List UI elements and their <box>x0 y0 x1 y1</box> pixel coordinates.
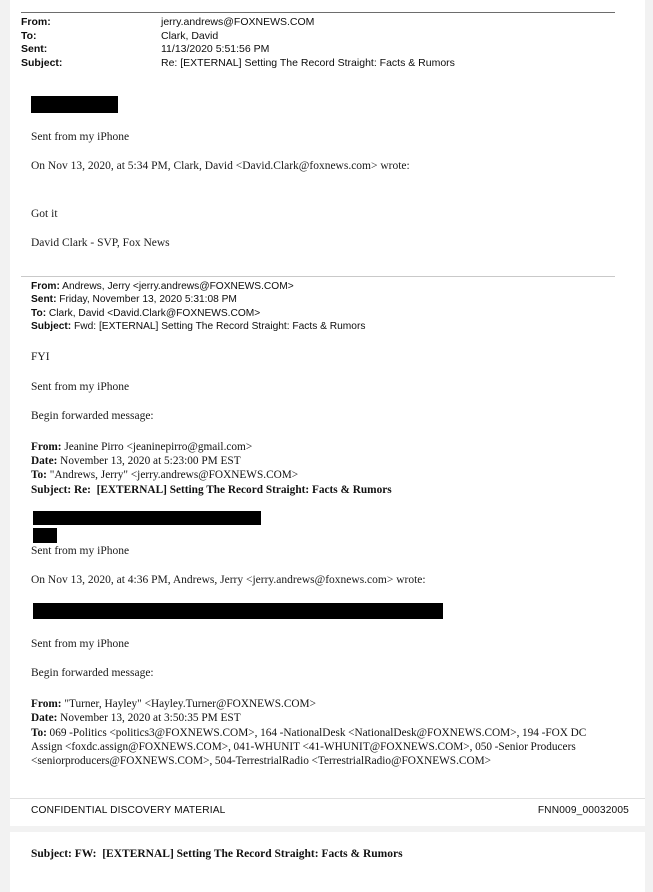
quoted3-label-date: Date: <box>31 712 58 725</box>
quoted-header-block-3 <box>31 697 316 725</box>
quoted-section-divider <box>21 276 615 277</box>
fyi-text: FYI <box>31 351 50 363</box>
quoted2-row-date <box>31 454 392 468</box>
page-footer <box>31 805 629 816</box>
quoted1-row-from <box>31 280 365 293</box>
quoted1-value-from: Andrews, Jerry <jerry.andrews@FOXNEWS.COM> <box>59 281 294 292</box>
email-header-table <box>21 16 455 70</box>
quoted3-label-from: From: <box>31 698 62 710</box>
quoted3-row-from <box>31 697 316 711</box>
quoted2-value-from: Jeanine Pirro <jeaninepirro@gmail.com> <box>61 441 253 453</box>
quoted1-label-subject: Subject: <box>31 321 72 333</box>
footer-divider-rule <box>10 798 645 799</box>
begin-forwarded-label-2: Begin forwarded message: <box>31 667 154 679</box>
quoted2-value-subject: Re: [EXTERNAL] Setting The Record Straight: Facts & Rumors <box>71 483 392 496</box>
quoted-header-block-2 <box>31 440 392 497</box>
signature-line-3: Sent from my iPhone <box>31 545 130 557</box>
header-row-from <box>21 16 455 30</box>
redaction-bar <box>33 603 443 619</box>
header-value-subject: Re: [EXTERNAL] Setting The Record Straight: Facts & Rumors <box>161 56 455 69</box>
next-page-subject-line: Subject: FW: [EXTERNAL] Setting The Record Straight: Facts & Rumors <box>31 848 403 860</box>
signature-line-4: Sent from my iPhone <box>31 638 130 650</box>
header-divider-rule <box>21 12 615 13</box>
quoted2-label-to: To: <box>31 469 47 482</box>
quoted3-value-date: November 13, 2020 at 3:50:35 PM EST <box>57 712 241 725</box>
redaction-bar <box>33 528 57 543</box>
quoted2-row-from <box>31 440 392 454</box>
header-value-from: jerry.andrews@FOXNEWS.COM <box>161 16 315 28</box>
quoted3-value-from: "Turner, Hayley" <Hayley.Turner@FOXNEWS.COM> <box>61 698 316 710</box>
redaction-bar <box>33 511 261 525</box>
header-row-sent <box>21 43 455 57</box>
quoted2-label-subject: Subject: <box>31 483 72 496</box>
header-label-subject: Subject: <box>21 56 63 69</box>
signature-block: David Clark - SVP, Fox News <box>31 237 170 249</box>
header-label-sent: Sent: <box>21 43 48 56</box>
signature-line-2: Sent from my iPhone <box>31 381 130 393</box>
quoted-intro-line: On Nov 13, 2020, at 5:34 PM, Clark, David <David.Clark@foxnews.com> wrote: <box>31 160 410 172</box>
header-value-sent: 11/13/2020 5:51:56 PM <box>161 43 270 56</box>
quoted1-row-subject <box>31 320 365 333</box>
redaction-bar <box>31 96 118 113</box>
quoted3-label-to: To: <box>31 727 47 739</box>
header-label-from: From: <box>21 16 51 28</box>
quoted1-label-to: To: <box>31 307 47 319</box>
quoted2-row-to <box>31 468 392 482</box>
quoted1-value-to: Clark, David <David.Clark@FOXNEWS.COM> <box>46 307 261 319</box>
quoted2-value-to: "Andrews, Jerry" <jerry.andrews@FOXNEWS.COM> <box>46 469 299 482</box>
bates-number: FNN009_00032005 <box>537 805 629 816</box>
quoted3-row-date <box>31 711 316 725</box>
quoted3-value-to: 069 -Politics <politics3@FOXNEWS.COM>, 164 -NationalDesk <NationalDesk@FOXNEWS.COM>, 194 -FOX DC Assign <foxdc.assign@FOXNEWS.COM>, 041-WHUNIT <41-WHUNIT@FOXNEWS.COM>, 050 -Senior Producers <seniorproducers@FOXNEWS.COM>, 504-TerrestrialRadio <TerrestrialRadio@FOXNEWS.COM> <box>31 727 587 768</box>
signature-line: Sent from my iPhone <box>31 131 130 143</box>
quoted3-row-to <box>31 726 617 769</box>
header-row-to <box>21 30 455 44</box>
reply-text: Got it <box>31 208 58 220</box>
quoted2-value-date: November 13, 2020 at 5:23:00 PM EST <box>57 455 241 468</box>
quoted2-label-date: Date: <box>31 455 58 468</box>
quoted-header-block-1 <box>31 280 365 334</box>
confidentiality-label: CONFIDENTIAL DISCOVERY MATERIAL <box>31 805 226 816</box>
quoted1-label-from: From: <box>31 281 60 292</box>
quoted1-row-sent <box>31 293 365 306</box>
quoted1-value-sent: Friday, November 13, 2020 5:31:08 PM <box>56 294 237 306</box>
begin-forwarded-label-1: Begin forwarded message: <box>31 410 154 422</box>
quoted2-row-subject <box>31 483 392 497</box>
quoted1-value-subject: Fwd: [EXTERNAL] Setting The Record Straight: Facts & Rumors <box>71 321 366 333</box>
quoted1-row-to <box>31 307 365 320</box>
header-value-to: Clark, David <box>161 29 219 42</box>
quoted-intro-line-2: On Nov 13, 2020, at 4:36 PM, Andrews, Jerry <jerry.andrews@foxnews.com> wrote: <box>31 574 426 586</box>
quoted1-label-sent: Sent: <box>31 294 57 306</box>
quoted2-label-from: From: <box>31 441 62 453</box>
header-row-subject <box>21 57 455 71</box>
document-page-2 <box>10 832 645 892</box>
header-label-to: To: <box>21 29 37 42</box>
